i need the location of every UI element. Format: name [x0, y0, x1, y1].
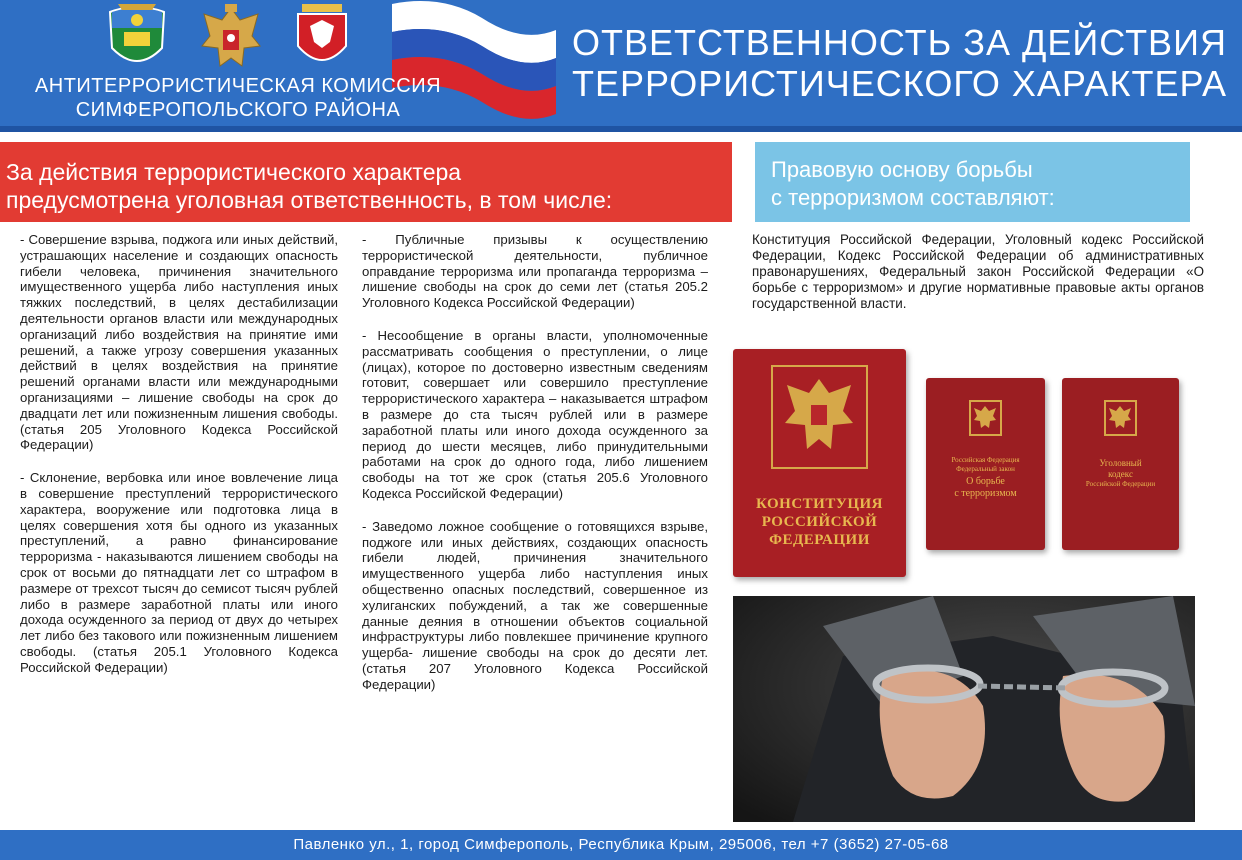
header-divider: [0, 126, 1242, 132]
crimea-coat-of-arms-icon: [290, 2, 354, 76]
handcuffed-hands-photo: [733, 596, 1195, 822]
antiterror-law-book: [926, 378, 1045, 550]
double-headed-eagle-icon: [773, 367, 866, 467]
book-emblem-frame: [771, 365, 868, 469]
book-emblem-frame: [969, 400, 1002, 436]
criminal-code-book-title: [1062, 458, 1179, 489]
antiterror-law-book-title: [926, 456, 1045, 500]
liability-item: - Совершение взрыва, поджога или иных действий, устрашающих население и создающих опасность гибели человека, причинения значительного имущественного ущерба либо наступления иных тяжких последствий, в целях дестабилизации деятельности органов власти или международных организаций либо воздействия на принятие ими решений, а также угрозу совершения указанных действий в целях воздействия на принятие решений органами власти или международными организациями – лишение свободы на срок до двадцати лет или пожизненным лишения свободы. (статья 205 Уголовного Кодекса Российской Федерации): [20, 232, 338, 453]
criminal-code-book: [1062, 378, 1179, 550]
liability-item: - Склонение, вербовка или иное вовлечение лица в совершение преступлений террористического характера, вооружение или подготовка лица в целях совершения хотя бы одного из указанных преступлений, а равно финансирование терроризма - наказываются лишением свободы на срок от восьми до пятнадцати лет со штрафом в размере от трехсот тысяч до семисот тысяч рублей либо в размере заработной платы или иного дохода осужденного за период от двух до четырех лет либо без такового или пожизненным лишением свободы. (статья 205.1 Уголовного Кодекса Российской Федерации): [20, 470, 338, 675]
liability-item: - Публичные призывы к осуществлению террористической деятельности, публичное оправдание терроризма или пропаганда терроризма – лишение свободы на срок до семи лет (статья 205.2 Уголовного Кодекса Российской Федерации): [362, 232, 708, 311]
book-title-line: с терроризмом: [954, 488, 1017, 499]
liability-column-middle: [362, 232, 708, 710]
district-coat-of-arms-icon: [104, 2, 170, 76]
liability-item: - Несообщение в органы власти, уполномоченные рассматривать сообщения о преступлении, о лице (лицах), которое по достоверно известным сведениям готовит, совершает или совершило преступление террористического характера – наказывается штрафом в размере до ста тысяч рублей или в размере заработной платы или иного дохода осужденного за период до шести месяцев, либо принудительными работами на срок до одного года, либо лишением свободы на тот же срок (статья 205.6 Уголовного Кодекса Российской Федерации): [362, 327, 708, 501]
book-title-line: О борьбе: [966, 476, 1005, 487]
book-title-line: Уголовный: [1099, 458, 1142, 468]
footer-address: Павленко ул., 1, город Симферополь, Республика Крым, 295006, тел +7 (3652) 27-05-68: [293, 836, 949, 853]
book-subtitle-line: Российской Федерации: [1085, 480, 1156, 488]
legal-basis-text: Конституция Российской Федерации, Уголовный кодекс Российской Федерации, Кодекс Российской Федерации об административных правонарушениях, Федеральный закон Российской Федерации «О борьбе с терроризмом» и другие нормативные правовые акты органов государственной власти.: [752, 232, 1204, 311]
russia-coat-of-arms-icon: [196, 2, 266, 76]
organization-name-line2: СИМФЕРОПОЛЬСКОГО РАЙОНА: [75, 99, 401, 121]
page-title-line2: ТЕРРОРИСТИЧЕСКОГО ХАРАКТЕРА: [572, 63, 1228, 104]
double-headed-eagle-icon: [971, 402, 1000, 434]
double-headed-eagle-icon: [1106, 402, 1135, 434]
page-title-line1: ОТВЕТСТВЕННОСТЬ ЗА ДЕЙСТВИЯ: [572, 22, 1227, 63]
organization-name-line1: АНТИТЕРРОРИСТИЧЕСКАЯ КОМИССИЯ: [34, 75, 442, 97]
legal-basis-heading: [755, 142, 1190, 222]
book-title-line: РОССИЙСКОЙ: [761, 514, 878, 530]
liability-column-left: [20, 232, 338, 693]
legal-basis-heading-line1: Правовую основу борьбы: [771, 157, 1033, 182]
book-subtitle-line: Российская Федерация: [951, 456, 1020, 464]
criminal-liability-heading: [0, 142, 732, 222]
book-title-line: КОНСТИТУЦИЯ: [755, 496, 884, 512]
book-title-line: ФЕДЕРАЦИИ: [769, 532, 870, 548]
book-title-line: кодекс: [1108, 469, 1133, 479]
criminal-liability-heading-line2: предусмотрена уголовная ответственность, в том числе:: [6, 187, 613, 213]
book-emblem-frame: [1104, 400, 1137, 436]
page-title: [572, 22, 1232, 104]
constitution-book: [733, 349, 906, 577]
handcuffs-illustration: [733, 596, 1195, 822]
legal-basis-heading-line2: с терроризмом составляют:: [771, 185, 1055, 210]
organization-name: [8, 74, 468, 122]
liability-item: - Заведомо ложное сообщение о готовящихся взрыве, поджоге или иных действиях, создающих опасность гибели людей, причинения значительного имущественного ущерба либо наступления иных общественно опасных последствий, совершенное из хулиганских побуждений, а так же совершенные данные деяния в отношении объектов социальной инфраструктуры либо повлекшее причинение крупного ущерба- лишение свободы на срок до десяти лет. (статья 207 Уголовного Кодекса Российской Федерации): [362, 518, 708, 692]
constitution-book-title: [733, 495, 906, 549]
book-subtitle-line: Федеральный закон: [956, 465, 1015, 473]
criminal-liability-heading-line1: За действия террористического характера: [6, 159, 462, 185]
